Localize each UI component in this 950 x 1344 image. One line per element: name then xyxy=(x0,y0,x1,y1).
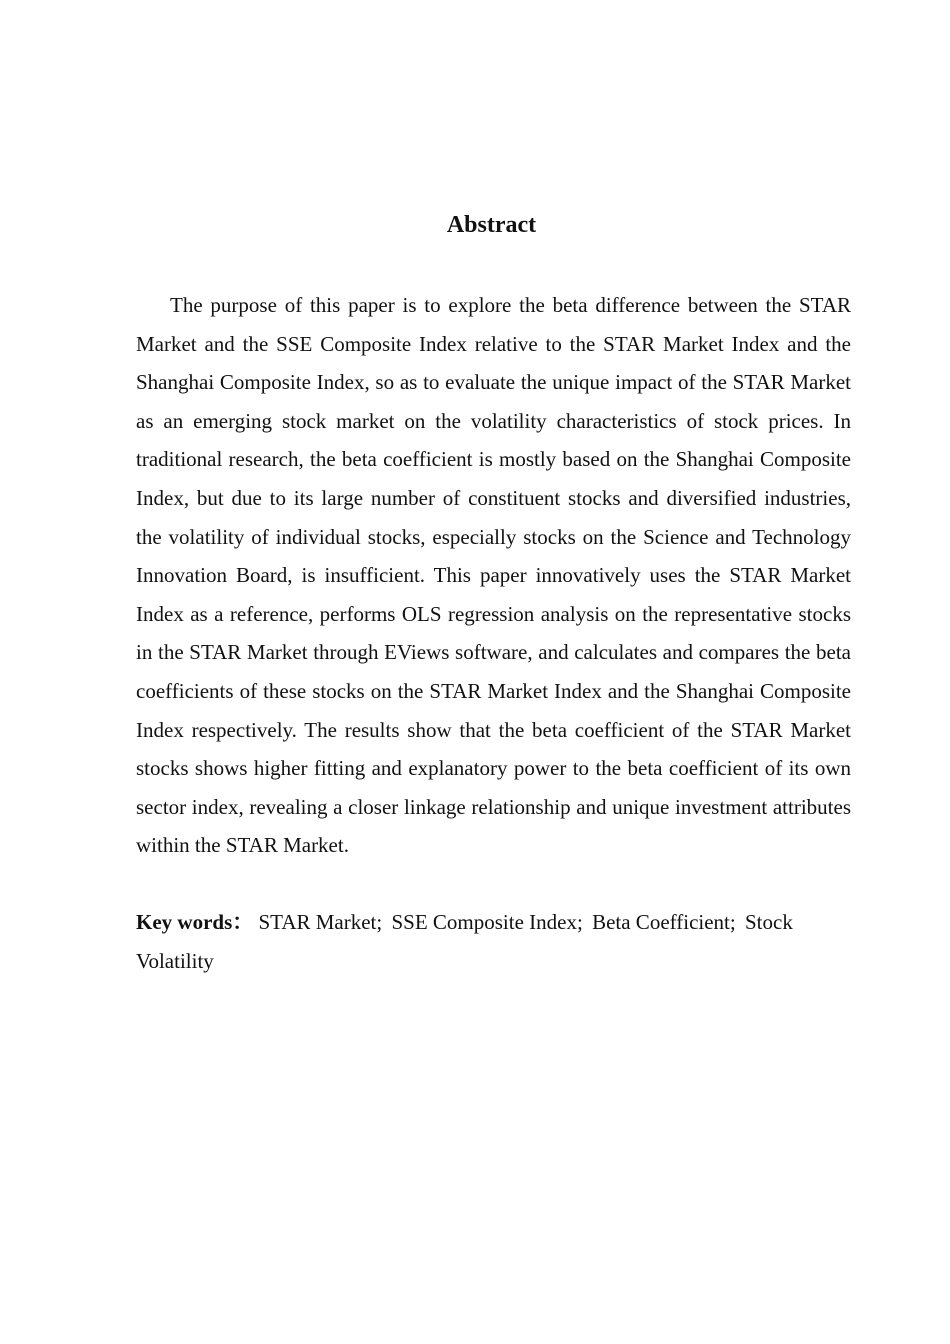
abstract-paragraph: The purpose of this paper is to explore the beta difference between the STAR Market and the SSE Composite Index relative to the STAR Market Index and the Shanghai Composite Index, so as to evaluate the unique impact of the STAR Market as an emerging stock market on the volatility characteristics of stock prices. In traditional research, the beta coefficient is mostly based on the Shanghai Composite Index, but due to its large number of constituent stocks and diversified industries, the volatility of individual stocks, especially stocks on the Science and Technology Innovation Board, is insufficient. This paper innovatively uses the STAR Market Index as a reference, performs OLS regression analysis on the representative stocks in the STAR Market through EViews software, and calculates and compares the beta coefficients of these stocks on the STAR Market Index and the Shanghai Composite Index respectively. The results show that the beta coefficient of the STAR Market stocks shows higher fitting and explanatory power to the beta coefficient of its own sector index, revealing a closer linkage relationship and unique investment attributes within the STAR Market. xyxy=(136,293,851,858)
abstract-heading: Abstract xyxy=(446,212,537,238)
keyword-item: STAR Market; xyxy=(258,910,383,934)
keyword-item: SSE Composite Index; xyxy=(391,910,583,934)
keywords-line xyxy=(136,903,851,980)
keyword-item: Beta Coefficient; xyxy=(592,910,736,934)
keywords-label: Key words： xyxy=(136,910,254,934)
keyword-item: Stock Volatility xyxy=(136,910,793,973)
